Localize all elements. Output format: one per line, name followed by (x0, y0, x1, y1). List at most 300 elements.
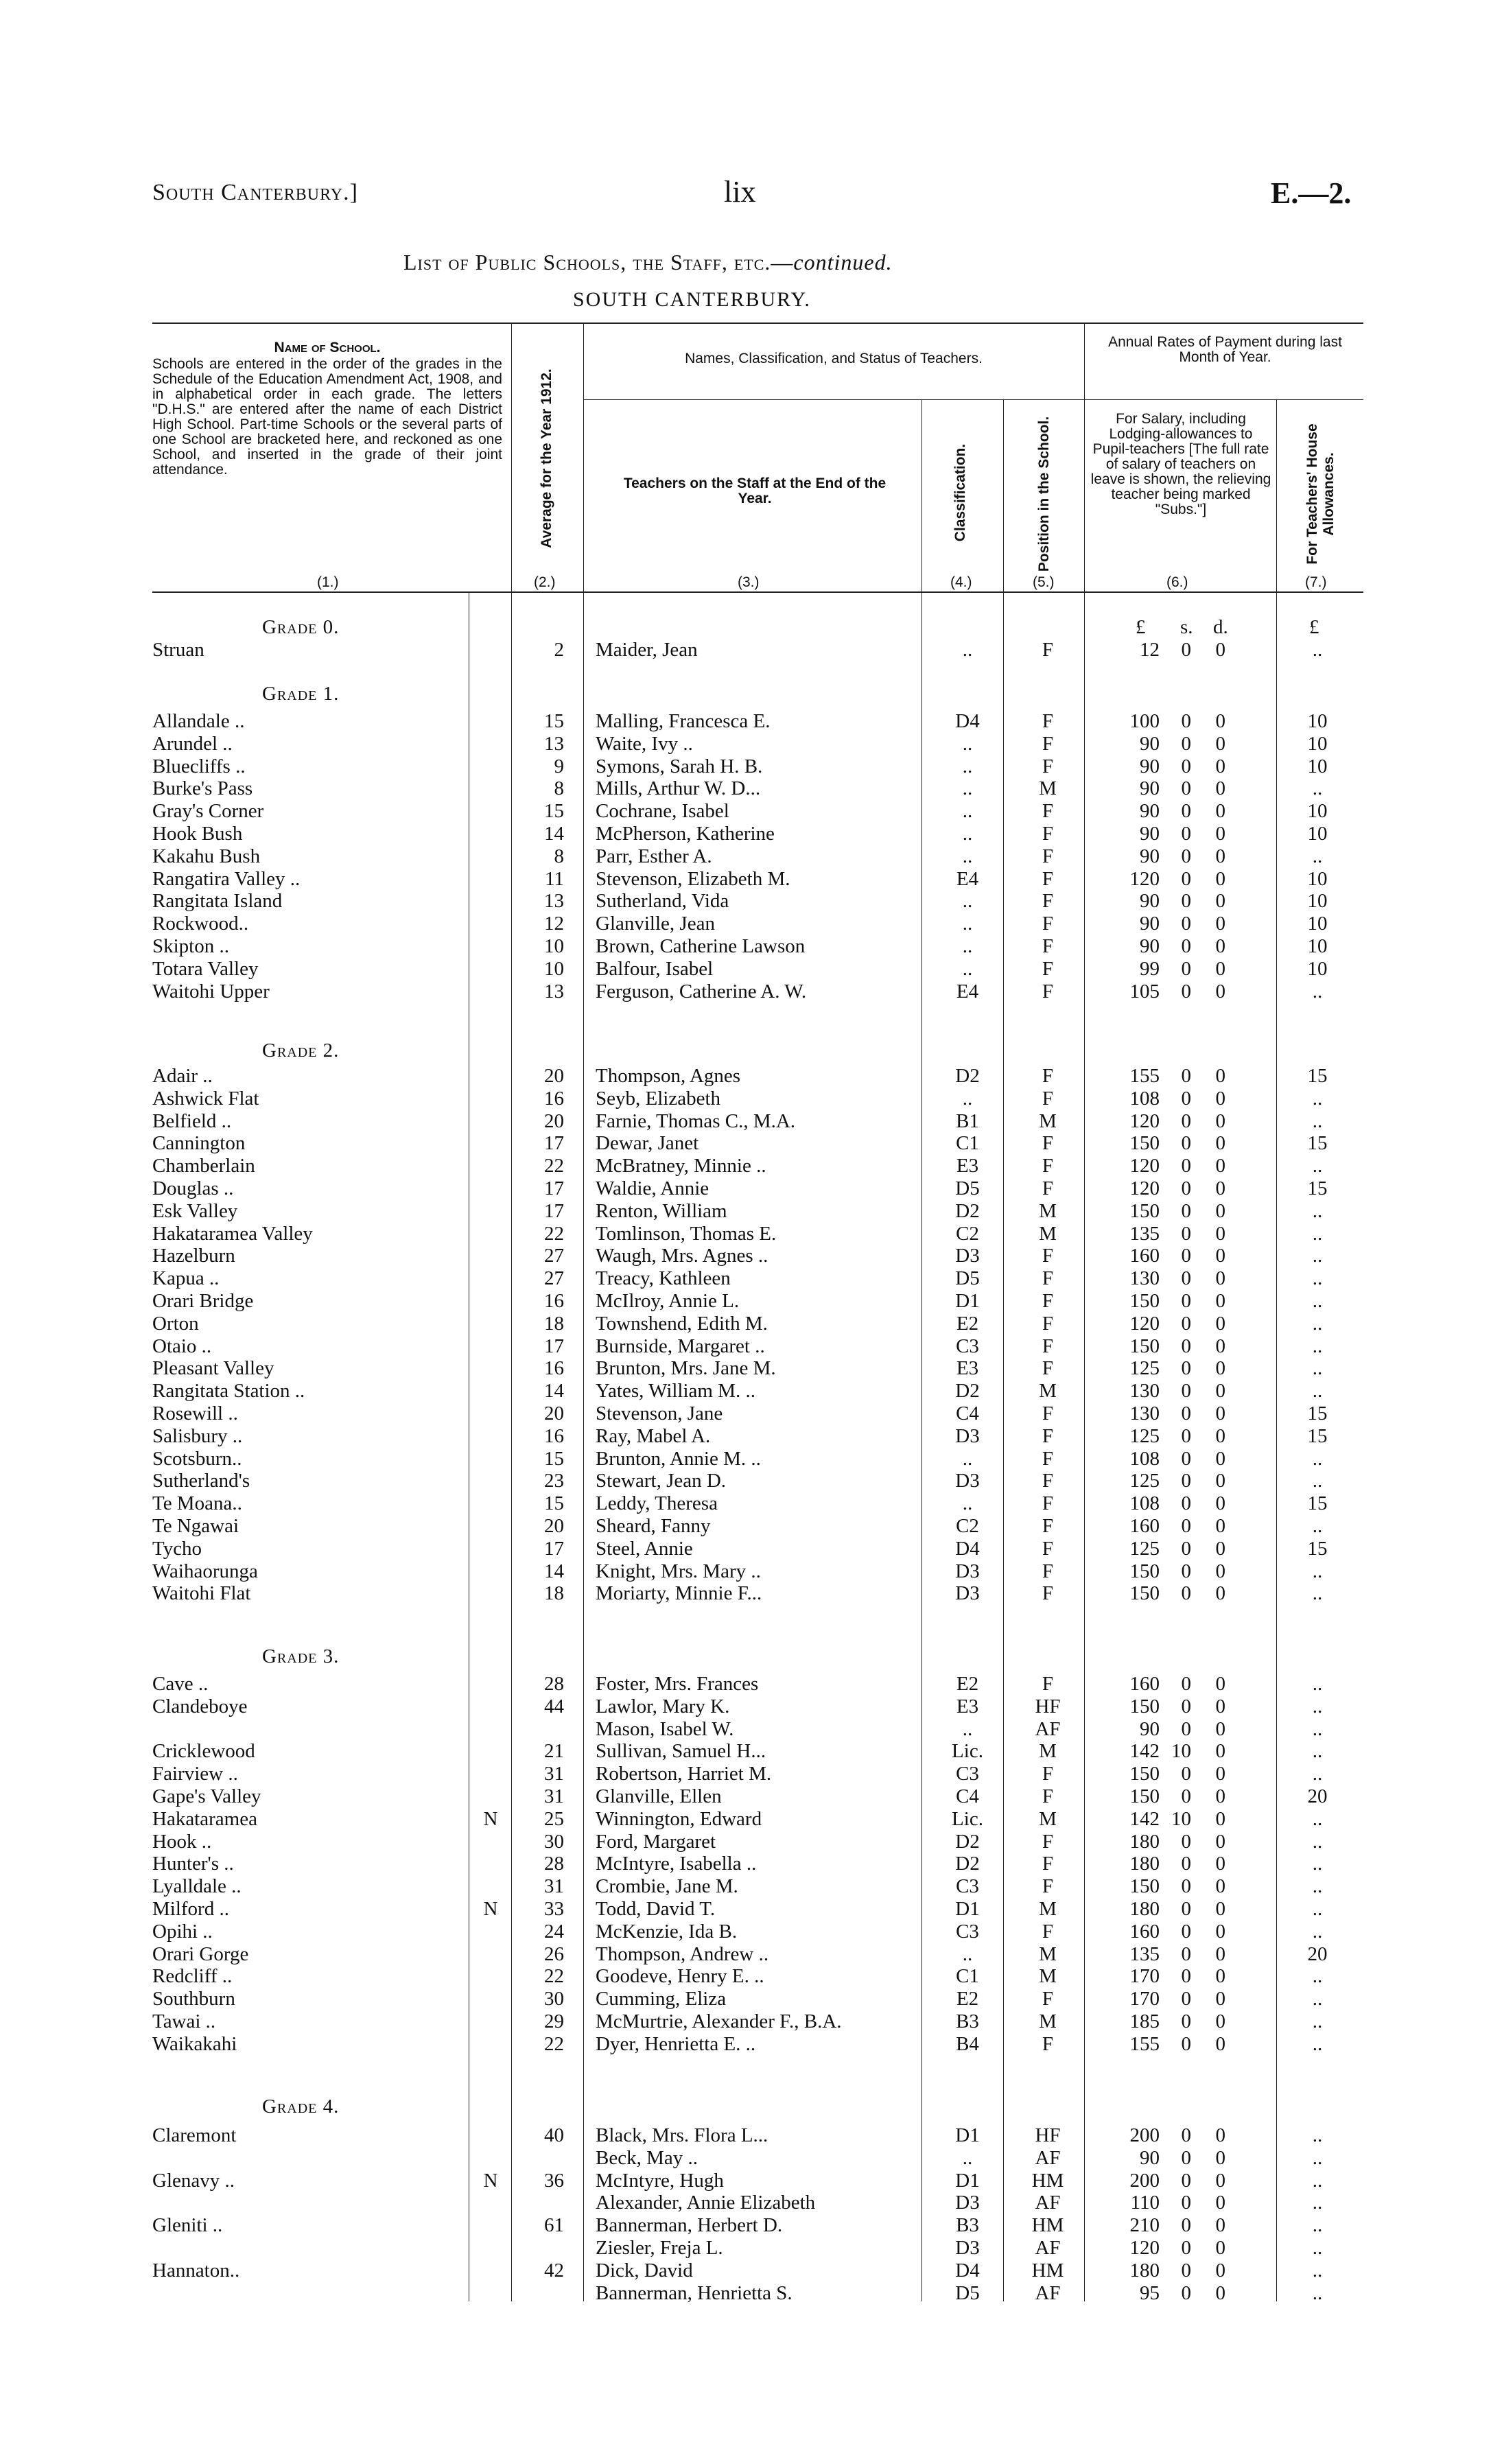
salary-pounds: 130 (1129, 1267, 1160, 1290)
salary-pounds: 160 (1129, 1515, 1160, 1537)
average-attendance: 16 (544, 1290, 564, 1312)
grade-heading: Grade 0. (262, 616, 340, 638)
average-attendance: 20 (544, 1403, 564, 1424)
hdr-salary: For Salary, including Lodging-allowances to Pupil-teachers [The full rate of salary of teachers on leave is shown, the relieving teacher being marked "Subs."] (1090, 411, 1271, 517)
header-top-rule (152, 322, 1363, 324)
teacher-name: Thompson, Agnes (596, 1065, 741, 1087)
salary-pence: 0 (1215, 1222, 1225, 1245)
position: F (1042, 980, 1054, 1002)
classification: C4 (956, 1403, 979, 1424)
salary-pence: 0 (1215, 1875, 1225, 1898)
teacher-name: McKenzie, Ida B. (596, 1920, 738, 1943)
salary-pence: 0 (1215, 1132, 1225, 1155)
classification: .. (962, 1717, 973, 1740)
hdr-teachers-on-staff: Teachers on the Staff at the End of the Year. (623, 476, 887, 506)
salary-pence: 0 (1215, 1515, 1225, 1537)
table-row (0, 1222, 1491, 1245)
table-row (0, 1492, 1491, 1515)
salary-pence: 0 (1215, 2281, 1225, 2304)
classification: E2 (956, 1673, 979, 1695)
salary-shillings: 0 (1181, 732, 1191, 755)
salary-pounds: 90 (1140, 823, 1160, 845)
school-name: Esk Valley (152, 1199, 238, 1222)
classification: E4 (956, 980, 979, 1002)
school-name: Waitohi Upper (152, 980, 270, 1002)
school-name: Tawai .. (152, 2010, 216, 2032)
school-name: Otaio .. (152, 1335, 212, 1357)
salary-pounds: 150 (1129, 1763, 1160, 1785)
average-attendance: 14 (544, 823, 564, 845)
position: F (1042, 957, 1054, 980)
position: M (1039, 777, 1057, 800)
house-allowance: 15 (1307, 1492, 1328, 1515)
hdr-annual-rates: Annual Rates of Payment during last Month of Year. (1108, 334, 1342, 365)
teacher-name: Beck, May .. (596, 2146, 698, 2169)
position: F (1042, 732, 1054, 755)
classification: C2 (956, 1515, 979, 1537)
teacher-name: Maider, Jean (596, 639, 698, 661)
classification: .. (962, 639, 973, 661)
salary-shillings: 0 (1181, 1470, 1191, 1492)
classification: D5 (955, 1177, 980, 1199)
school-name: Hook .. (152, 1830, 212, 1853)
salary-pence: 0 (1215, 1065, 1225, 1087)
table-row (0, 1852, 1491, 1875)
hdr-vline-1 (511, 322, 512, 591)
table-row (0, 1110, 1491, 1133)
school-name: Orton (152, 1312, 199, 1335)
salary-shillings: 0 (1181, 1492, 1191, 1515)
table-row (0, 1357, 1491, 1380)
teacher-name: Mason, Isabel W. (596, 1717, 734, 1740)
house-allowance: .. (1312, 1290, 1323, 1312)
house-allowance: .. (1312, 1199, 1323, 1222)
table-row (0, 867, 1491, 891)
salary-shillings: 0 (1181, 1110, 1191, 1132)
teacher-name: Foster, Mrs. Frances (596, 1673, 759, 1695)
position: M (1039, 1110, 1057, 1132)
salary-shillings: 0 (1181, 1177, 1191, 1199)
position: F (1042, 800, 1054, 823)
classification: D3 (955, 2237, 980, 2259)
position: F (1042, 755, 1054, 777)
running-head-left: South Canterbury.] (152, 180, 358, 205)
hdr-vline-2 (583, 322, 584, 591)
position: F (1042, 1763, 1054, 1785)
salary-pounds: 150 (1129, 1560, 1160, 1582)
salary-pounds: 120 (1129, 1110, 1160, 1132)
average-attendance: 22 (544, 2032, 564, 2055)
position: F (1042, 1290, 1054, 1312)
classification: B4 (956, 2032, 979, 2055)
school-name: Southburn (152, 1988, 235, 2010)
salary-pence: 0 (1215, 1537, 1225, 1560)
position: F (1042, 1357, 1054, 1380)
table-row (0, 1199, 1491, 1223)
table-row (0, 1672, 1491, 1696)
table-row (0, 1289, 1491, 1313)
classification: .. (962, 2146, 973, 2169)
salary-shillings: 0 (1181, 755, 1191, 777)
salary-pence: 0 (1215, 1335, 1225, 1357)
average-attendance: 31 (544, 1875, 564, 1898)
classification: E4 (956, 867, 979, 890)
teacher-name: Crombie, Jane M. (596, 1875, 738, 1898)
salary-pence: 0 (1215, 1717, 1225, 1740)
salary-pence: 0 (1215, 2214, 1225, 2237)
salary-pence: 0 (1215, 1830, 1225, 1853)
classification: E3 (956, 1695, 979, 1717)
teacher-name: Dyer, Henrietta E. .. (596, 2032, 756, 2055)
salary-shillings: 0 (1181, 1132, 1191, 1155)
house-allowance: .. (1312, 1335, 1323, 1357)
salary-pounds: 180 (1129, 1898, 1160, 1920)
position: F (1042, 1515, 1054, 1537)
salary-pounds: 142 (1129, 1740, 1160, 1763)
salary-pence: 0 (1215, 2192, 1225, 2214)
table-row (0, 1312, 1491, 1335)
salary-pounds: 125 (1129, 1537, 1160, 1560)
salary-pounds: 150 (1129, 1290, 1160, 1312)
page-number: lix (724, 175, 756, 209)
table-row (0, 1875, 1491, 1898)
salary-shillings: 0 (1181, 845, 1191, 867)
salary-shillings: 0 (1181, 1785, 1191, 1807)
salary-pence: 0 (1215, 2124, 1225, 2146)
salary-pounds: 150 (1129, 1695, 1160, 1717)
table-row (0, 1177, 1491, 1200)
school-name: Struan (152, 639, 204, 661)
position: F (1042, 1447, 1054, 1470)
salary-pounds: 90 (1140, 732, 1160, 755)
classification: D2 (955, 1830, 980, 1853)
table-row (0, 889, 1491, 913)
school-name: Waikakahi (152, 2032, 237, 2055)
average-attendance: 17 (544, 1177, 564, 1199)
salary-pounds: 130 (1129, 1403, 1160, 1424)
position: F (1042, 1560, 1054, 1582)
teacher-name: McIlroy, Annie L. (596, 1290, 740, 1312)
average-attendance: 17 (544, 1132, 564, 1155)
salary-pence: 0 (1215, 890, 1225, 913)
salary-shillings: 0 (1181, 2032, 1191, 2055)
salary-shillings: 0 (1181, 1875, 1191, 1898)
salary-pence: 0 (1215, 1470, 1225, 1492)
classification: D2 (955, 1380, 980, 1403)
salary-pounds: 95 (1140, 2281, 1160, 2304)
salary-pounds: 150 (1129, 1199, 1160, 1222)
salary-shillings: 0 (1181, 823, 1191, 845)
teacher-name: Brunton, Mrs. Jane M. (596, 1357, 776, 1380)
average-attendance: 9 (554, 755, 564, 777)
table-row (0, 980, 1491, 1003)
salary-pounds: 120 (1129, 867, 1160, 890)
classification: B3 (956, 2214, 979, 2237)
salary-pence: 0 (1215, 1177, 1225, 1199)
house-allowance: 10 (1307, 935, 1328, 957)
salary-pence: 0 (1215, 1965, 1225, 1988)
teacher-name: Moriarty, Minnie F... (596, 1582, 762, 1605)
salary-shillings: 0 (1181, 1199, 1191, 1222)
salary-pence: 0 (1215, 1357, 1225, 1380)
salary-pence: 0 (1215, 1447, 1225, 1470)
salary-pence: 0 (1215, 1110, 1225, 1132)
classification: .. (962, 913, 973, 935)
house-allowance: .. (1312, 1673, 1323, 1695)
classification: .. (962, 755, 973, 777)
classification: D3 (955, 1424, 980, 1447)
house-allowance: 10 (1307, 957, 1328, 980)
school-name: Gray's Corner (152, 800, 264, 823)
house-allowance: .. (1312, 1807, 1323, 1830)
salary-pence: 0 (1215, 1290, 1225, 1312)
teacher-name: Yates, William M. .. (596, 1380, 756, 1403)
teacher-name: Glanville, Ellen (596, 1785, 722, 1807)
table-row (0, 755, 1491, 778)
school-name: Opihi .. (152, 1920, 213, 1943)
salary-pence: 0 (1215, 639, 1225, 661)
average-attendance: 8 (554, 845, 564, 867)
school-name: Salisbury .. (152, 1424, 243, 1447)
house-allowance: 10 (1307, 823, 1328, 845)
average-attendance: 22 (544, 1965, 564, 1988)
classification: D3 (955, 2192, 980, 2214)
school-name: Rockwood.. (152, 913, 249, 935)
table-row (0, 799, 1491, 823)
classification: D3 (955, 1470, 980, 1492)
salary-pence: 0 (1215, 1312, 1225, 1335)
running-head-right: E.—2. (1271, 176, 1352, 210)
salary-pence: 0 (1215, 755, 1225, 777)
salary-pence: 0 (1215, 1267, 1225, 1290)
salary-pence: 0 (1215, 1920, 1225, 1943)
table-row (0, 2124, 1491, 2147)
table-row (0, 2032, 1491, 2056)
house-allowance: .. (1312, 777, 1323, 800)
house-allowance: .. (1312, 1222, 1323, 1245)
salary-shillings: 0 (1181, 980, 1191, 1002)
school-name: Tycho (152, 1537, 202, 1560)
salary-shillings: 0 (1181, 1582, 1191, 1605)
average-attendance: 22 (544, 1222, 564, 1245)
average-attendance: 11 (545, 867, 564, 890)
salary-pounds: 150 (1129, 1335, 1160, 1357)
classification: .. (962, 1087, 973, 1110)
average-attendance: 16 (544, 1357, 564, 1380)
average-attendance: 24 (544, 1920, 564, 1943)
salary-pounds: 90 (1140, 890, 1160, 913)
salary-shillings: 0 (1181, 1424, 1191, 1447)
currency-allow-pound: £ (1309, 616, 1319, 638)
salary-pounds: 180 (1129, 1830, 1160, 1853)
teacher-name: Bannerman, Henrietta S. (596, 2281, 793, 2304)
position: F (1042, 1875, 1054, 1898)
salary-pounds: 130 (1129, 1380, 1160, 1403)
position: HM (1031, 2169, 1064, 2192)
position: AF (1035, 2281, 1061, 2304)
school-name: Waitohi Flat (152, 1582, 251, 1605)
header-mid-rule-annual (1084, 399, 1363, 400)
house-allowance: .. (1312, 2214, 1323, 2237)
salary-pounds: 170 (1129, 1965, 1160, 1988)
salary-shillings: 0 (1181, 1965, 1191, 1988)
salary-shillings: 0 (1181, 1335, 1191, 1357)
teacher-name: Cumming, Eliza (596, 1988, 727, 2010)
school-name: Claremont (152, 2124, 237, 2146)
teacher-name: Winnington, Edward (596, 1807, 762, 1830)
average-attendance: 10 (544, 935, 564, 957)
school-name: Hunter's .. (152, 1853, 234, 1875)
salary-pounds: 108 (1129, 1447, 1160, 1470)
school-name: Gleniti .. (152, 2214, 223, 2237)
school-name: Orari Gorge (152, 1943, 249, 1965)
house-allowance: .. (1312, 1155, 1323, 1177)
salary-pence: 0 (1215, 1087, 1225, 1110)
school-name: Lyalldale .. (152, 1875, 242, 1898)
salary-pounds: 150 (1129, 1132, 1160, 1155)
hdr-name-of-school: Name of School. (274, 340, 381, 355)
classification: D2 (955, 1853, 980, 1875)
school-name: Burke's Pass (152, 777, 253, 800)
classification: C3 (956, 1335, 979, 1357)
house-allowance: .. (1312, 845, 1323, 867)
average-attendance: 13 (544, 980, 564, 1002)
salary-pence: 0 (1215, 1199, 1225, 1222)
col-num-2: (2.) (534, 574, 556, 590)
salary-pence: 0 (1215, 1560, 1225, 1582)
house-allowance: 10 (1307, 755, 1328, 777)
table-row (0, 1695, 1491, 1718)
average-attendance: 20 (544, 1515, 564, 1537)
average-attendance: 17 (544, 1335, 564, 1357)
classification: .. (962, 777, 973, 800)
position: F (1042, 1537, 1054, 1560)
salary-pounds: 150 (1129, 1785, 1160, 1807)
teacher-name: Ferguson, Catherine A. W. (596, 980, 807, 1002)
house-allowance: .. (1312, 980, 1323, 1002)
salary-shillings: 10 (1171, 1740, 1191, 1763)
position: F (1042, 1177, 1054, 1199)
col-num-4: (4.) (950, 574, 972, 590)
table-row (0, 1131, 1491, 1155)
table-row (0, 732, 1491, 755)
school-name: Gape's Valley (152, 1785, 261, 1807)
col-num-6: (6.) (1166, 574, 1188, 590)
average-attendance: 15 (544, 710, 564, 732)
salary-pounds: 160 (1129, 1920, 1160, 1943)
position: F (1042, 1245, 1054, 1267)
house-allowance: 10 (1307, 710, 1328, 732)
school-name: Glenavy .. (152, 2169, 235, 2192)
salary-shillings: 0 (1181, 1403, 1191, 1424)
position: F (1042, 1155, 1054, 1177)
salary-shillings: 0 (1181, 1853, 1191, 1875)
teacher-name: Robertson, Harriet M. (596, 1763, 772, 1785)
classification: E3 (956, 1357, 979, 1380)
house-allowance: .. (1312, 1875, 1323, 1898)
house-allowance: .. (1312, 1763, 1323, 1785)
table-row (0, 1087, 1491, 1110)
table-row (0, 1064, 1491, 1088)
classification: D5 (955, 1267, 980, 1290)
teacher-name: Tomlinson, Thomas E. (596, 1222, 777, 1245)
classification: D5 (955, 2281, 980, 2304)
salary-pounds: 155 (1129, 2032, 1160, 2055)
position: F (1042, 2032, 1054, 2055)
salary-pence: 0 (1215, 1155, 1225, 1177)
position: M (1039, 1380, 1057, 1403)
house-allowance: .. (1312, 1110, 1323, 1132)
col-num-3: (3.) (738, 574, 760, 590)
average-attendance: 16 (544, 1424, 564, 1447)
salary-pounds: 142 (1129, 1807, 1160, 1830)
position: AF (1035, 2192, 1061, 2214)
teacher-name: Balfour, Isabel (596, 957, 714, 980)
school-name: Cricklewood (152, 1740, 255, 1763)
house-allowance: .. (1312, 1357, 1323, 1380)
position: F (1042, 1853, 1054, 1875)
teacher-name: Glanville, Jean (596, 913, 715, 935)
teacher-name: Brunton, Annie M. .. (596, 1447, 761, 1470)
teacher-name: Ziesler, Freja L. (596, 2237, 723, 2259)
salary-pence: 0 (1215, 2169, 1225, 2192)
school-name: Te Ngawai (152, 1515, 239, 1537)
position: M (1039, 1807, 1057, 1830)
salary-pounds: 108 (1129, 1087, 1160, 1110)
table-row (0, 1244, 1491, 1267)
teacher-name: Waldie, Annie (596, 1177, 709, 1199)
house-allowance: .. (1312, 2259, 1323, 2281)
salary-shillings: 0 (1181, 935, 1191, 957)
salary-pence: 0 (1215, 1673, 1225, 1695)
house-allowance: .. (1312, 1380, 1323, 1403)
hdr-vline-6 (1276, 399, 1277, 591)
salary-shillings: 0 (1181, 1537, 1191, 1560)
salary-pounds: 160 (1129, 1245, 1160, 1267)
table-row (0, 1807, 1491, 1831)
school-name: Hakataramea Valley (152, 1222, 313, 1245)
classification: C3 (956, 1875, 979, 1898)
position: F (1042, 867, 1054, 890)
position: M (1039, 1740, 1057, 1763)
teacher-name: McIntyre, Hugh (596, 2169, 724, 2192)
house-allowance: .. (1312, 1740, 1323, 1763)
teacher-name: Waugh, Mrs. Agnes .. (596, 1245, 768, 1267)
position: F (1042, 913, 1054, 935)
salary-pence: 0 (1215, 1695, 1225, 1717)
school-name: Allandale .. (152, 710, 245, 732)
teacher-name: Dick, David (596, 2259, 693, 2281)
table-row (0, 777, 1491, 800)
salary-pounds: 12 (1140, 639, 1160, 661)
school-name: Hook Bush (152, 823, 243, 845)
classification: .. (962, 800, 973, 823)
salary-shillings: 0 (1181, 2259, 1191, 2281)
header-mid-rule-names (583, 399, 1084, 400)
table-row (0, 2281, 1491, 2305)
table-row (0, 1379, 1491, 1403)
school-name: Bluecliffs .. (152, 755, 246, 777)
salary-pounds: 120 (1129, 1177, 1160, 1199)
house-allowance: 20 (1307, 1785, 1328, 1807)
classification: D3 (955, 1245, 980, 1267)
house-allowance: 15 (1307, 1065, 1328, 1087)
table-row (0, 1560, 1491, 1583)
salary-pounds: 99 (1140, 957, 1160, 980)
table-row (0, 1785, 1491, 1808)
school-mark: N (483, 1898, 498, 1920)
house-allowance: .. (1312, 1267, 1323, 1290)
